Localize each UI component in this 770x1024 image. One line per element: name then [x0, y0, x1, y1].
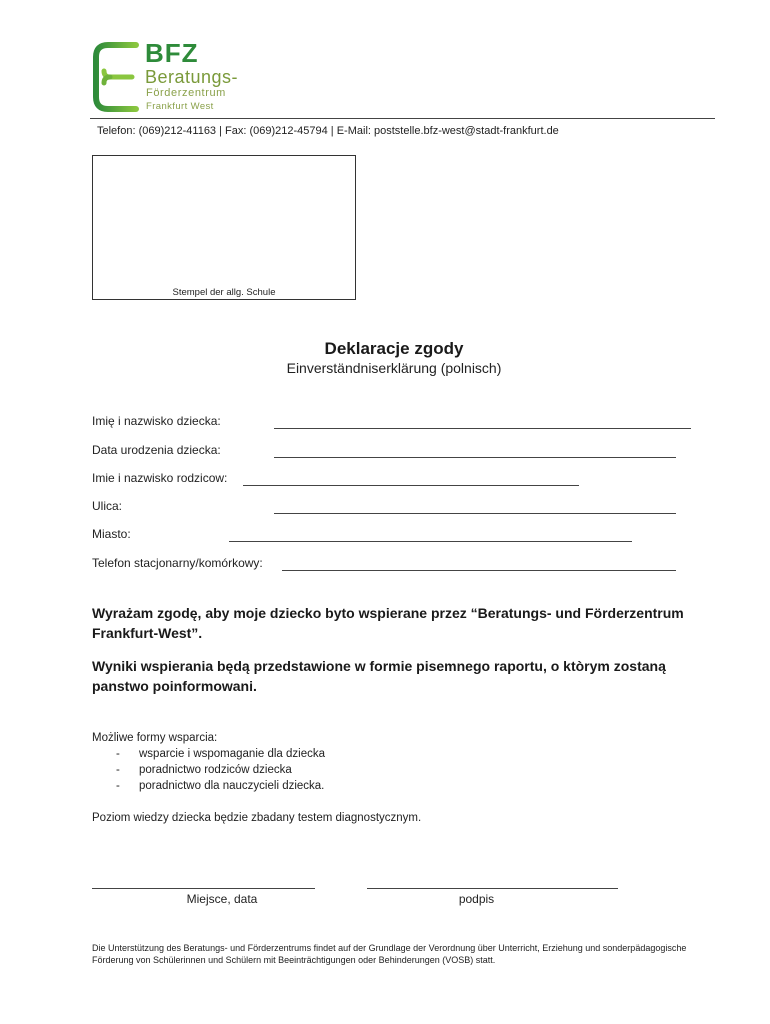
- support-item: poradnictwo rodziców dziecka: [139, 764, 292, 776]
- parent-name-line[interactable]: [243, 485, 579, 486]
- list-dash: -: [116, 748, 120, 760]
- list-dash: -: [116, 780, 120, 792]
- list-dash: -: [116, 764, 120, 776]
- logo-title: BFZ: [145, 38, 199, 68]
- child-name-line[interactable]: [274, 428, 691, 429]
- bfz-logo-mark: [92, 42, 140, 112]
- signature-line[interactable]: [367, 888, 618, 889]
- phone-label: Telefon stacjonarny/komórkowy:: [92, 556, 263, 570]
- school-stamp-box: [92, 155, 356, 300]
- birth-date-label: Data urodzenia dziecka:: [92, 443, 221, 457]
- street-label: Ulica:: [92, 499, 123, 513]
- parent-name-label: Imie i nazwisko rodzicow:: [92, 471, 228, 485]
- place-date-line[interactable]: [92, 888, 315, 889]
- legal-footer: Die Unterstützung des Beratungs- und Förderzentrums findet auf der Grundlage der Verordnung über Unterricht, Erziehung und sonderpädagogische Förderung von Schülerinnen und Schülern mit Beeinträchtigungen oder Behinderungen (VOSB) statt.: [92, 943, 687, 965]
- stamp-label: Stempel der allg. Schule: [172, 287, 276, 298]
- consent-statement: Wyrażam zgodę, aby moje dziecko byto wspierane przez “Beratungs- und Förderzentrum Frankfurt-West”.: [92, 605, 684, 641]
- support-item: poradnictwo dla nauczycieli dziecka.: [139, 780, 325, 792]
- support-heading: Możliwe formy wsparcia:: [92, 732, 218, 744]
- child-name-label: Imię i nazwisko dziecka:: [92, 414, 221, 428]
- street-line[interactable]: [274, 513, 676, 514]
- phone-line[interactable]: [282, 570, 676, 571]
- document-title: Deklaracje zgody: [324, 339, 464, 358]
- city-label: Miasto:: [92, 527, 131, 541]
- signature-label: podpis: [458, 892, 495, 906]
- report-statement: Wyniki wspierania będą przedstawione w formie pisemnego raportu, o ktòrym zostaną panstwo poinformowani.: [92, 658, 666, 694]
- diagnostic-note: Poziom wiedzy dziecka będzie zbadany testem diagnostycznym.: [92, 812, 422, 824]
- header-divider: [90, 118, 715, 119]
- birth-date-line[interactable]: [274, 457, 676, 458]
- support-item: wsparcie i wspomaganie dla dziecka: [139, 748, 326, 760]
- city-line[interactable]: [229, 541, 632, 542]
- logo-subtitle-3: Frankfurt West: [146, 101, 214, 112]
- logo-subtitle-2: Förderzentrum: [146, 87, 226, 99]
- place-date-label: Miejsce, data: [186, 892, 258, 906]
- logo-subtitle-1: Beratungs-: [145, 67, 239, 87]
- document-subtitle: Einverständniserklärung (polnisch): [286, 360, 502, 376]
- contact-line: Telefon: (069)212-41163 | Fax: (069)212-45794 | E-Mail: poststelle.bfz-west@stadt-frankfurt.de: [97, 125, 559, 137]
